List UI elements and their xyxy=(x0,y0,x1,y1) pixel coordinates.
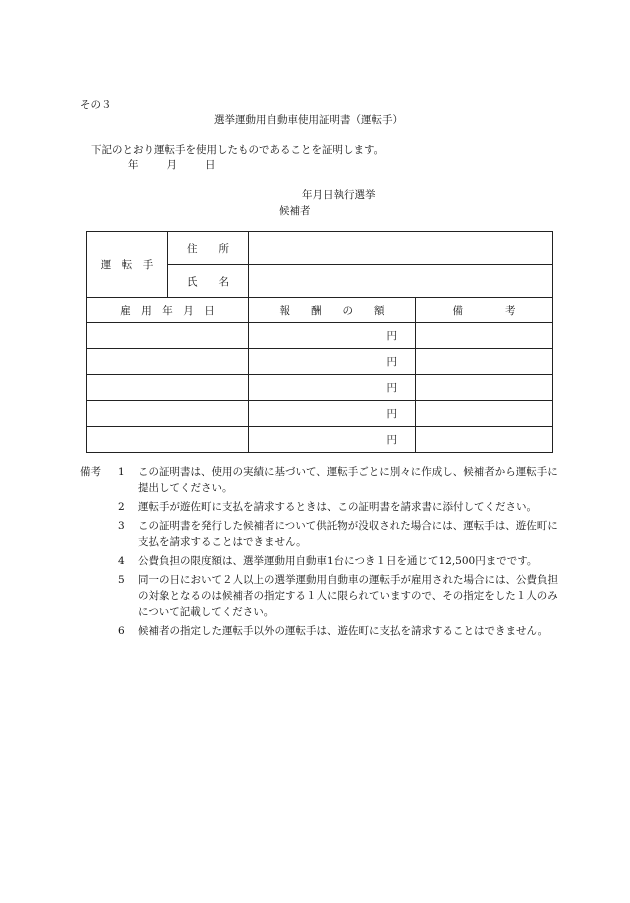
note-item xyxy=(80,518,560,550)
certification-date xyxy=(128,157,216,172)
row-date-cell[interactable] xyxy=(87,401,249,427)
notes-section xyxy=(80,464,560,642)
row-amount-cell[interactable]: 円 xyxy=(249,375,416,401)
table-row xyxy=(87,427,553,453)
driver-label-cell: 運 転 手 xyxy=(87,232,168,298)
address-label-cell: 住 所 xyxy=(168,232,249,265)
note-text: 公費負担の限度額は、選挙運動用自動車1台につき１日を通じて12,500円までです。 xyxy=(138,555,538,567)
page-label: その３ xyxy=(80,99,112,111)
row-remarks-cell[interactable] xyxy=(416,427,553,453)
name-value-cell[interactable] xyxy=(249,265,553,298)
name-label-cell: 氏 名 xyxy=(168,265,249,298)
election-execution-line xyxy=(302,187,376,202)
exec-year: 年 xyxy=(302,189,313,201)
row-amount-cell[interactable]: 円 xyxy=(249,349,416,375)
note-number: 4 xyxy=(118,555,125,567)
note-item xyxy=(80,499,560,515)
address-value-cell[interactable] xyxy=(249,232,553,265)
row-remarks-cell[interactable] xyxy=(416,349,553,375)
note-item xyxy=(80,464,560,496)
note-number: 5 xyxy=(118,574,125,586)
row-date-cell[interactable] xyxy=(87,375,249,401)
row-date-cell[interactable] xyxy=(87,349,249,375)
row-date-cell[interactable] xyxy=(87,427,249,453)
exec-day: 日執行 xyxy=(323,189,355,201)
exec-election: 選挙 xyxy=(354,189,376,201)
table-row xyxy=(87,349,553,375)
note-number: 6 xyxy=(118,625,125,637)
table-row xyxy=(87,323,553,349)
note-number: 3 xyxy=(118,520,125,532)
date-year: 年 xyxy=(128,159,139,171)
table-row xyxy=(87,375,553,401)
row-amount-cell[interactable]: 円 xyxy=(249,323,416,349)
date-day: 日 xyxy=(205,159,216,171)
note-number: 1 xyxy=(118,466,125,478)
row-remarks-cell[interactable] xyxy=(416,401,553,427)
notes-lead: 備考 xyxy=(80,466,101,478)
note-text: 運転手が遊佐町に支払を請求するときは、この証明書を請求書に添付してください。 xyxy=(138,501,537,513)
row-date-cell[interactable] xyxy=(87,323,249,349)
header-remarks: 備 考 xyxy=(416,298,553,323)
header-compensation: 報 酬 の 額 xyxy=(249,298,416,323)
note-text: この証明書は、使用の実績に基づいて、運転手ごとに別々に作成し、候補者から運転手に提出してください。 xyxy=(138,466,558,494)
note-text: 同一の日において２人以上の選挙運動用自動車の運転手が雇用された場合には、公費負担の対象となるのは候補者の指定する１人に限られていますので、その指定をした１人のみについて記載してください。 xyxy=(138,574,558,618)
note-item xyxy=(80,572,560,620)
row-amount-cell[interactable]: 円 xyxy=(249,427,416,453)
row-amount-cell[interactable]: 円 xyxy=(249,401,416,427)
candidate-label: 候補者 xyxy=(279,205,311,217)
note-item xyxy=(80,623,560,639)
document-title: 選挙運動用自動車使用証明書（運転手） xyxy=(214,114,403,126)
driver-usage-table xyxy=(86,231,553,453)
note-number: 2 xyxy=(118,501,125,513)
exec-month: 月 xyxy=(312,189,323,201)
note-item xyxy=(80,553,560,569)
intro-text: 下記のとおり運転手を使用したものであることを証明します。 xyxy=(91,144,385,156)
note-text: 候補者の指定した運転手以外の運転手は、遊佐町に支払を請求することはできません。 xyxy=(138,625,549,637)
table-row xyxy=(87,401,553,427)
row-remarks-cell[interactable] xyxy=(416,375,553,401)
header-employment-date: 雇 用 年 月 日 xyxy=(87,298,249,323)
date-month: 月 xyxy=(166,159,177,171)
row-remarks-cell[interactable] xyxy=(416,323,553,349)
note-text: この証明書を発行した候補者について供託物が没収された場合には、運転手は、遊佐町に支払を請求することはできません。 xyxy=(138,520,558,548)
